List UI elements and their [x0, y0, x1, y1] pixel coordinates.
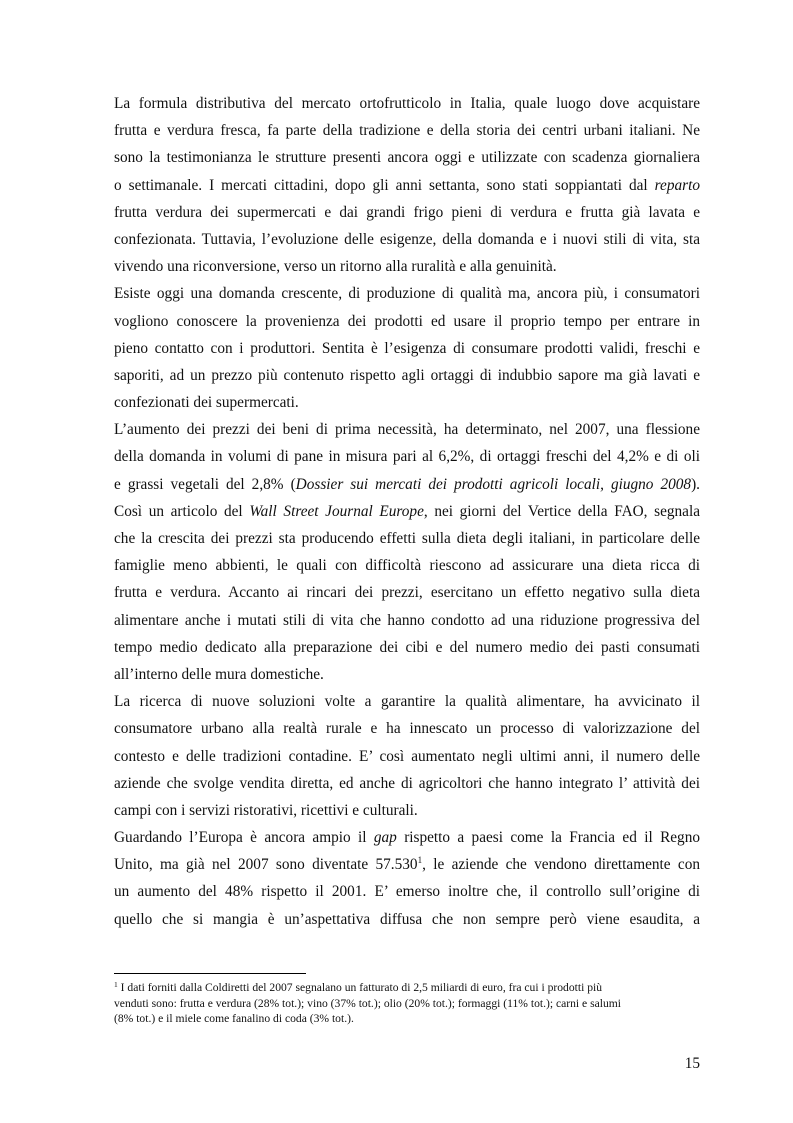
text-line: campi con i servizi ristorativi, ricettivi e culturali.	[114, 801, 418, 819]
text-line: quello che si mangia è un’aspettativa diffusa che non sempre però viene esaudita, a	[114, 910, 700, 928]
text-line: vogliono conoscere la provenienza dei prodotti ed usare il proprio tempo per entrare in	[114, 312, 700, 330]
footnote-line: venduti sono: frutta e verdura (28% tot.); vino (37% tot.); olio (20% tot.); formaggi (11% tot.); carni e salumi	[114, 996, 621, 1010]
text-line: un aumento del 48% rispetto il 2001. E’ emerso inoltre che, il controllo sull’origine di	[114, 883, 700, 901]
text-line: La formula distributiva del mercato ortofrutticolo in Italia, quale luogo dove acquistare	[114, 95, 700, 112]
text-line: confezionata. Tuttavia, l’evoluzione delle esigenze, della domanda e i nuovi stili di vita, sta	[114, 230, 700, 248]
text-line	[114, 851, 700, 878]
text-line: famiglie meno abbienti, le quali con difficoltà riescono ad assicurare una dieta ricca di	[114, 557, 700, 575]
italic-citation: Dossier sui mercati dei prodotti agricoli locali, giugno 2008	[295, 475, 692, 493]
text-line	[114, 824, 700, 851]
text-line	[114, 172, 700, 199]
footnote	[114, 980, 700, 1027]
footnote-reference[interactable]: 1	[417, 855, 423, 866]
text-line: saporiti, ad un prezzo più contenuto rispetto agli ortaggi di indubbio sapore ma già lavati e	[114, 366, 700, 384]
footnote-text: I dati forniti dalla Coldiretti del 2007 segnalano un fatturato di 2,5 miliardi di euro, fra cui i prodotti più	[120, 981, 603, 994]
body-text	[114, 90, 700, 933]
text-span: Unito, ma già nel 2007 sono diventate 57.530	[114, 856, 418, 874]
text-line: L’aumento dei prezzi dei beni di prima necessità, ha determinato, nel 2007, una flessione	[114, 421, 700, 439]
text-line: vivendo una riconversione, verso un ritorno alla ruralità e alla genuinità.	[114, 258, 557, 276]
text-span: , le aziende che vendono direttamente con	[422, 856, 700, 874]
text-span: e grassi vegetali del 2,8% (	[114, 475, 296, 493]
text-line: della domanda in volumi di pane in misura pari al 6,2%, di ortaggi freschi del 4,2% e di oli	[114, 448, 700, 466]
text-line: confezionati dei supermercati.	[114, 394, 299, 412]
italic-publication: Wall Street Journal Europe	[249, 502, 424, 520]
footnote-line: (8% tot.) e il miele come fanalino di coda (3% tot.).	[114, 1012, 354, 1026]
text-span: o settimanale. I mercati cittadini, dopo gli anni settanta, sono stati soppiantati dal	[114, 176, 648, 194]
text-span: Guardando l’Europa è ancora ampio il	[114, 829, 367, 847]
text-line: all’interno delle mura domestiche.	[114, 665, 324, 683]
footnote-marker: 1	[114, 980, 118, 989]
text-line: contesto e delle tradizioni contadine. E’ così aumentato negli ultimi anni, il numero delle	[114, 747, 700, 765]
text-line: aziende che svolge vendita diretta, ed anche di agricoltori che hanno integrato l’ attività dei	[114, 774, 700, 792]
text-span: , nei giorni del Vertice della FAO, segnala	[423, 502, 700, 520]
text-line: pieno contatto con i produttori. Sentita è l’esigenza di consumare prodotti validi, freschi e	[114, 339, 700, 357]
text-line: frutta e verdura fresca, fa parte della tradizione e della storia dei centri urbani italiani. Ne	[114, 122, 700, 140]
text-line: frutta e verdura. Accanto ai rincari dei prezzi, esercitano un effetto negativo sulla dieta	[114, 584, 700, 602]
text-line: che la crescita dei prezzi sta producendo effetti sulla dieta degli italiani, in particolare delle	[114, 530, 700, 547]
italic-term: reparto	[654, 176, 700, 194]
italic-term: gap	[373, 829, 397, 847]
text-line: sono la testimonianza le strutture presenti ancora oggi e utilizzate con scadenza giornaliera	[114, 149, 700, 167]
text-line	[114, 498, 700, 525]
text-line: La ricerca di nuove soluzioni volte a garantire la qualità alimentare, ha avvicinato il	[114, 693, 700, 711]
text-line: frutta verdura dei supermercati e dai grandi frigo pieni di verdura e frutta già lavata e	[114, 203, 700, 221]
footnote-separator	[114, 973, 306, 974]
text-span: Così un articolo del	[114, 502, 243, 520]
text-line: tempo medio dedicato alla preparazione dei cibi e del numero medio dei pasti consumati	[114, 638, 700, 656]
text-line: consumatore urbano alla realtà rurale e ha innescato un processo di valorizzazione del	[114, 720, 700, 738]
text-line	[114, 471, 700, 498]
footnote-line	[114, 980, 700, 996]
page-number: 15	[684, 1055, 700, 1072]
text-line: Esiste oggi una domanda crescente, di produzione di qualità ma, ancora più, i consumatori	[114, 285, 700, 303]
text-line: alimentare anche i mutati stili di vita che hanno condotto ad una riduzione progressiva del	[114, 611, 700, 629]
text-span: rispetto a paesi come la Francia ed il Regno	[404, 829, 701, 847]
text-span: ).	[691, 475, 700, 493]
